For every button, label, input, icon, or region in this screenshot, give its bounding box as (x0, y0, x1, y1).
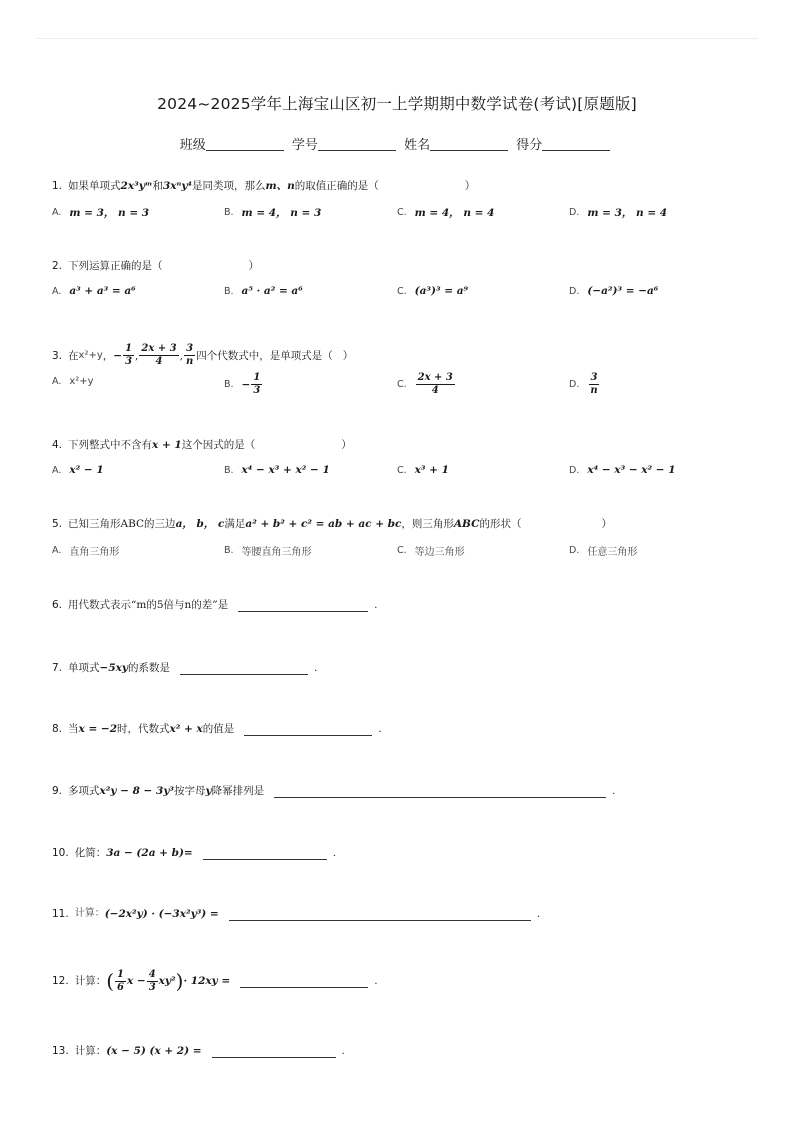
name-label: 姓名 (404, 138, 431, 153)
fraction-one-third: $\frac{1}{3}$ (125, 343, 133, 367)
question-2: 2. 下列运算正确的是（ ） (52, 260, 260, 272)
q5-option-b[interactable]: B. 等腰直角三角形 (224, 545, 312, 558)
fraction-2x-plus-3-over-4: $\frac{2x + 3}{4}$ (141, 343, 177, 367)
class-label: 班级 (179, 138, 206, 153)
question-3: 3. 在 x²+y ， − $\frac{1}{3}$ , $\frac{2x + 3}{4}$ , $\frac{3}{n}$ 四个代数式中，是单项式是（ ） (52, 343, 354, 367)
answer-blank-7[interactable] (180, 662, 308, 675)
q4-option-c[interactable]: C. x³ + 1 (397, 464, 449, 476)
answer-blank-11[interactable] (229, 908, 531, 921)
answer-blank-12[interactable] (240, 975, 368, 988)
q5-option-c[interactable]: C. 等边三角形 (397, 545, 465, 558)
q3-option-b[interactable]: B. − $\frac{1}{3}$ (224, 372, 261, 396)
q1-option-c[interactable]: C. m = 4， n = 4 (397, 207, 495, 219)
q2-option-c[interactable]: C. (a³)³ = a⁹ (397, 285, 469, 297)
fraction-four-thirds: $\frac{4}{3}$ (148, 968, 156, 993)
question-7: 7. 单项式 −5xy 的系数是 . (52, 662, 318, 674)
top-divider (36, 38, 758, 39)
answer-blank-13[interactable] (212, 1045, 336, 1058)
q2-option-a[interactable]: A. a³ + a³ = a⁶ (52, 285, 136, 297)
question-5: 5. 已知三角形ABC的三边 a， b， c 满足 a² + b² + c² = ab + ac + bc ，则三角形 ABC 的形状（ ） (52, 518, 612, 530)
class-blank[interactable] (206, 138, 284, 151)
question-10: 10. 化简： 3a − (2a + b)= . (52, 847, 337, 859)
question-1: 1. 如果单项式 2x³yᵐ 和 3xⁿy⁴ 是同类项，那么 m、n 的取值正确的是（ ） (52, 180, 476, 192)
answer-blank-10[interactable] (203, 847, 327, 860)
answer-blank-6[interactable] (238, 599, 368, 612)
question-4: 4. 下列整式中不含有 x + 1 这个因式的是（ ） (52, 439, 352, 451)
student-info-line (0, 134, 794, 153)
id-label: 学号 (291, 138, 318, 153)
question-6: 6. 用代数式表示“m的5倍与n的差”是 . (52, 599, 378, 611)
q1-option-a[interactable]: A. m = 3， n = 3 (52, 207, 150, 219)
question-12: 12. 计算： ( $\frac{1}{6}$ x − $\frac{4}{3}$ xy² ) · 12xy = . (52, 968, 378, 993)
fraction-3-over-n: $\frac{3}{n}$ (185, 343, 194, 367)
fraction-one-sixth: $\frac{1}{6}$ (117, 968, 124, 993)
q4-option-a[interactable]: A. x² − 1 (52, 464, 104, 476)
name-blank[interactable] (430, 138, 508, 151)
q2-option-b[interactable]: B. a⁵ · a² = a⁶ (224, 285, 303, 297)
question-13: 13. 计算： (x − 5) (x + 2) = . (52, 1045, 345, 1057)
question-8: 8. 当 x = −2 时，代数式 x² + x 的值是 . (52, 723, 382, 735)
question-9: 9. 多项式 x²y − 8 − 3y³ 按字母 y 降幂排列是 . (52, 785, 616, 797)
q5-option-a[interactable]: A. 直角三角形 (52, 545, 120, 558)
score-label: 得分 (516, 138, 543, 153)
question-11: 11. 计算： (−2x²y) · (−3x²y³) = . (52, 908, 541, 920)
score-blank[interactable] (542, 138, 610, 151)
q1-option-d[interactable]: D. m = 3， n = 4 (569, 207, 668, 219)
answer-blank-9[interactable] (274, 785, 606, 798)
q5-option-d[interactable]: D. 任意三角形 (569, 545, 638, 558)
id-blank[interactable] (318, 138, 396, 151)
q3-option-c[interactable]: C. $\frac{2x + 3}{4}$ (397, 372, 453, 396)
q2-option-d[interactable]: D. (−a²)³ = −a⁶ (569, 285, 659, 297)
q3-option-d[interactable]: D. $\frac{3}{n}$ (569, 372, 598, 396)
q4-option-d[interactable]: D. x⁴ − x³ − x² − 1 (569, 464, 676, 476)
answer-blank-8[interactable] (244, 723, 372, 736)
q4-option-b[interactable]: B. x⁴ − x³ + x² − 1 (224, 464, 330, 476)
page-title: 2024~2025学年上海宝山区初一上学期期中数学试卷(考试)[原题版] (157, 95, 637, 113)
q1-option-b[interactable]: B. m = 4， n = 3 (224, 207, 322, 219)
q3-option-a[interactable]: A. x²+y (52, 376, 94, 387)
